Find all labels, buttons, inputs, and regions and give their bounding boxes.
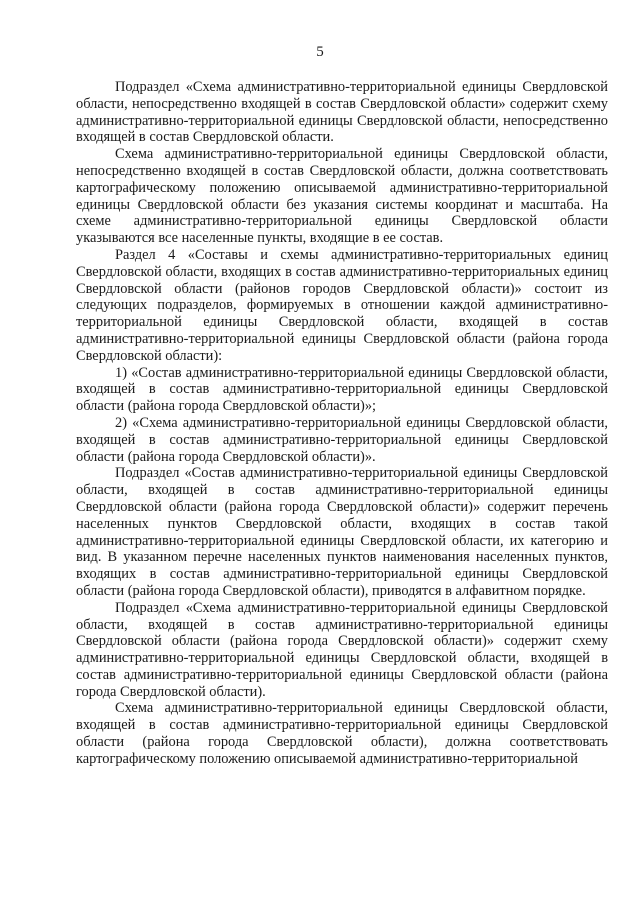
- paragraph-subsection-scheme-district: Подраздел «Схема административно-территориальной единицы Свердловской области, входящей в состав административно-территориальной единицы Свердловской области (района города Свердловской области)» содержит схему административно-территориальной единицы Свердловской области, входящей в состав административно-территориальной единицы Свердловской области (района города Свердловской области).: [76, 599, 608, 700]
- paragraph-scheme-requirements: Схема административно-территориальной единицы Свердловской области, непосредственно входящей в состав Свердловской области, должна соответствовать картографическому положению описываемой административно-территориальной единицы Свердловской области без указания системы координат и масштаба. На схеме административно-территориальной единицы Свердловской области указываются все населенные пункты, входящие в ее состав.: [76, 146, 608, 247]
- list-item-2: 2) «Схема административно-территориальной единицы Свердловской области, входящей в состав административно-территориальной единицы Свердловской области (района города Свердловской области)».: [76, 414, 608, 465]
- list-item-1: 1) «Состав административно-территориальной единицы Свердловской области, входящей в состав административно-территориальной единицы Свердловской области (района города Свердловской области)»;: [76, 364, 608, 415]
- paragraph-section-4: Раздел 4 «Составы и схемы административно-территориальных единиц Свердловской области, входящих в состав административно-территориальных единиц Свердловской области (районов городов Свердловской области)» состоит из следующих подразделов, формируемых в отношении каждой административно-территориальной единицы Свердловской области, входящей в состав административно-территориальной единицы Свердловской области (района города Свердловской области):: [76, 246, 608, 364]
- paragraph-subsection-composition: Подраздел «Состав административно-территориальной единицы Свердловской области, входящей в состав административно-территориальной единицы Свердловской области (района города Свердловской области)» содержит перечень населенных пунктов Свердловской области, входящих в состав такой административно-территориальной единицы Свердловской области, их категорию и вид. В указанном перечне населенных пунктов наименования населенных пунктов, входящих в состав административно-территориальной единицы Свердловской области (района города Свердловской области), приводятся в алфавитном порядке.: [76, 465, 608, 599]
- document-body: [76, 79, 608, 768]
- paragraph-subsection-scheme-direct: Подраздел «Схема административно-территориальной единицы Свердловской области, непосредственно входящей в состав Свердловской области» содержит схему административно-территориальной единицы Свердловской области, непосредственно входящей в состав Свердловской области.: [76, 79, 608, 146]
- paragraph-scheme-district-requirements: Схема административно-территориальной единицы Свердловской области, входящей в состав административно-территориальной единицы Свердловской области (района города Свердловской области), должна соответствовать картографическому положению описываемой административно-территориальной: [76, 700, 608, 767]
- page-number: 5: [316, 44, 324, 60]
